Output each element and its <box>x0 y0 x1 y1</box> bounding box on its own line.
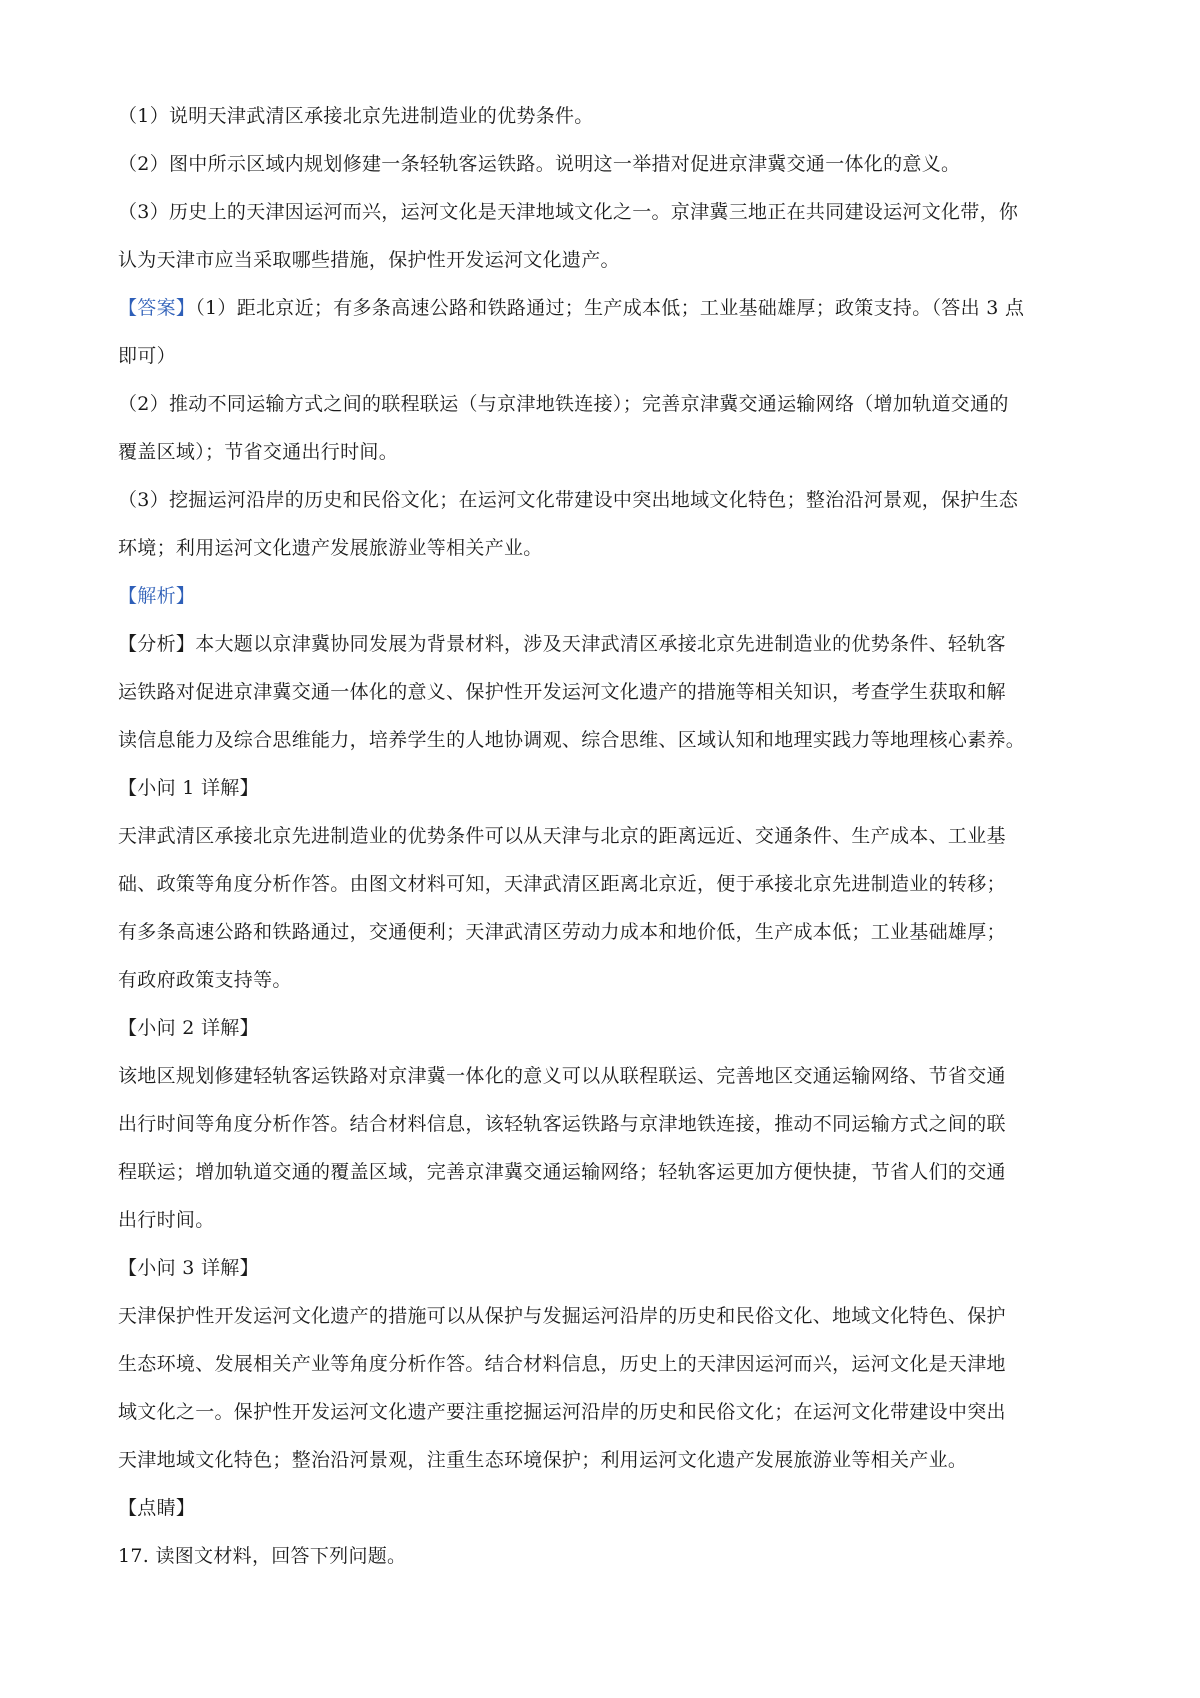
question-17-heading: 17. 读图文材料，回答下列问题。 <box>118 1545 407 1567</box>
question-3-line-1: （3）历史上的天津因运河而兴，运河文化是天津地域文化之一。京津冀三地正在共同建设运河文化带，你 <box>118 201 1019 223</box>
sub-question-3-line-4: 天津地域文化特色；整治沿河景观，注重生态环境保护；利用运河文化遗产发展旅游业等相关产业。 <box>118 1449 968 1471</box>
analysis-intro-line-1: 【分析】本大题以京津冀协同发展为背景材料，涉及天津武清区承接北京先进制造业的优势条件、轻轨客 <box>118 633 1006 655</box>
sub-question-3-line-1: 天津保护性开发运河文化遗产的措施可以从保护与发掘运河沿岸的历史和民俗文化、地域文化特色、保护 <box>118 1305 1006 1327</box>
answer-2-line-2: 覆盖区域）；节省交通出行时间。 <box>118 441 399 463</box>
analysis-intro-line-3: 读信息能力及综合思维能力，培养学生的人地协调观、综合思维、区域认知和地理实践力等地理核心素养。 <box>118 729 1026 751</box>
question-3-line-2: 认为天津市应当采取哪些措施，保护性开发运河文化遗产。 <box>118 249 620 271</box>
document-page <box>118 92 1098 1580</box>
dianjing-label: 【点睛】 <box>118 1497 196 1519</box>
sub-question-2-line-4: 出行时间。 <box>118 1209 215 1231</box>
answer-3-line-1: （3）挖掘运河沿岸的历史和民俗文化；在运河文化带建设中突出地域文化特色；整治沿河景观，保护生态 <box>118 489 1019 511</box>
sub-question-2-title: 【小问 2 详解】 <box>118 1017 259 1039</box>
sub-question-1-line-3: 有多条高速公路和铁路通过，交通便利；天津武清区劳动力成本和地价低，生产成本低；工业基础雄厚； <box>118 921 1006 943</box>
sub-question-3-line-2: 生态环境、发展相关产业等角度分析作答。结合材料信息，历史上的天津因运河而兴，运河文化是天津地 <box>118 1353 1006 1375</box>
sub-question-2-line-3: 程联运；增加轨道交通的覆盖区域，完善京津冀交通运输网络；轻轨客运更加方便快捷，节省人们的交通 <box>118 1161 1006 1183</box>
answer-label: 【答案】 <box>118 297 196 319</box>
answer-1-line-2: 即可） <box>118 345 176 367</box>
sub-question-3-line-3: 域文化之一。保护性开发运河文化遗产要注重挖掘运河沿岸的历史和民俗文化；在运河文化带建设中突出 <box>118 1401 1006 1423</box>
answer-2-line-1: （2）推动不同运输方式之间的联程联运（与京津地铁连接）；完善京津冀交通运输网络（增加轨道交通的 <box>118 393 1009 415</box>
analysis-label: 【解析】 <box>118 585 196 607</box>
sub-question-2-line-1: 该地区规划修建轻轨客运铁路对京津冀一体化的意义可以从联程联运、完善地区交通运输网络、节省交通 <box>118 1065 1006 1087</box>
sub-question-1-line-4: 有政府政策支持等。 <box>118 969 292 991</box>
sub-question-1-line-2: 础、政策等角度分析作答。由图文材料可知，天津武清区距离北京近，便于承接北京先进制造业的转移； <box>118 873 1006 895</box>
question-1: （1）说明天津武清区承接北京先进制造业的优势条件。 <box>118 105 594 127</box>
question-2: （2）图中所示区域内规划修建一条轻轨客运铁路。说明这一举措对促进京津冀交通一体化的意义。 <box>118 153 961 175</box>
answer-3-line-2: 环境；利用运河文化遗产发展旅游业等相关产业。 <box>118 537 543 559</box>
sub-question-1-line-1: 天津武清区承接北京先进制造业的优势条件可以从天津与北京的距离远近、交通条件、生产成本、工业基 <box>118 825 1006 847</box>
sub-question-1-title: 【小问 1 详解】 <box>118 777 259 799</box>
sub-question-2-line-2: 出行时间等角度分析作答。结合材料信息，该轻轨客运铁路与京津地铁连接，推动不同运输方式之间的联 <box>118 1113 1006 1135</box>
answer-1-text: （1）距北京近；有多条高速公路和铁路通过；生产成本低；工业基础雄厚；政策支持。（答出 3 点 <box>195 297 1025 319</box>
answer-1-line-1 <box>118 284 1098 332</box>
sub-question-3-title: 【小问 3 详解】 <box>118 1257 259 1279</box>
analysis-intro-line-2: 运铁路对促进京津冀交通一体化的意义、保护性开发运河文化遗产的措施等相关知识，考查学生获取和解 <box>118 681 1006 703</box>
